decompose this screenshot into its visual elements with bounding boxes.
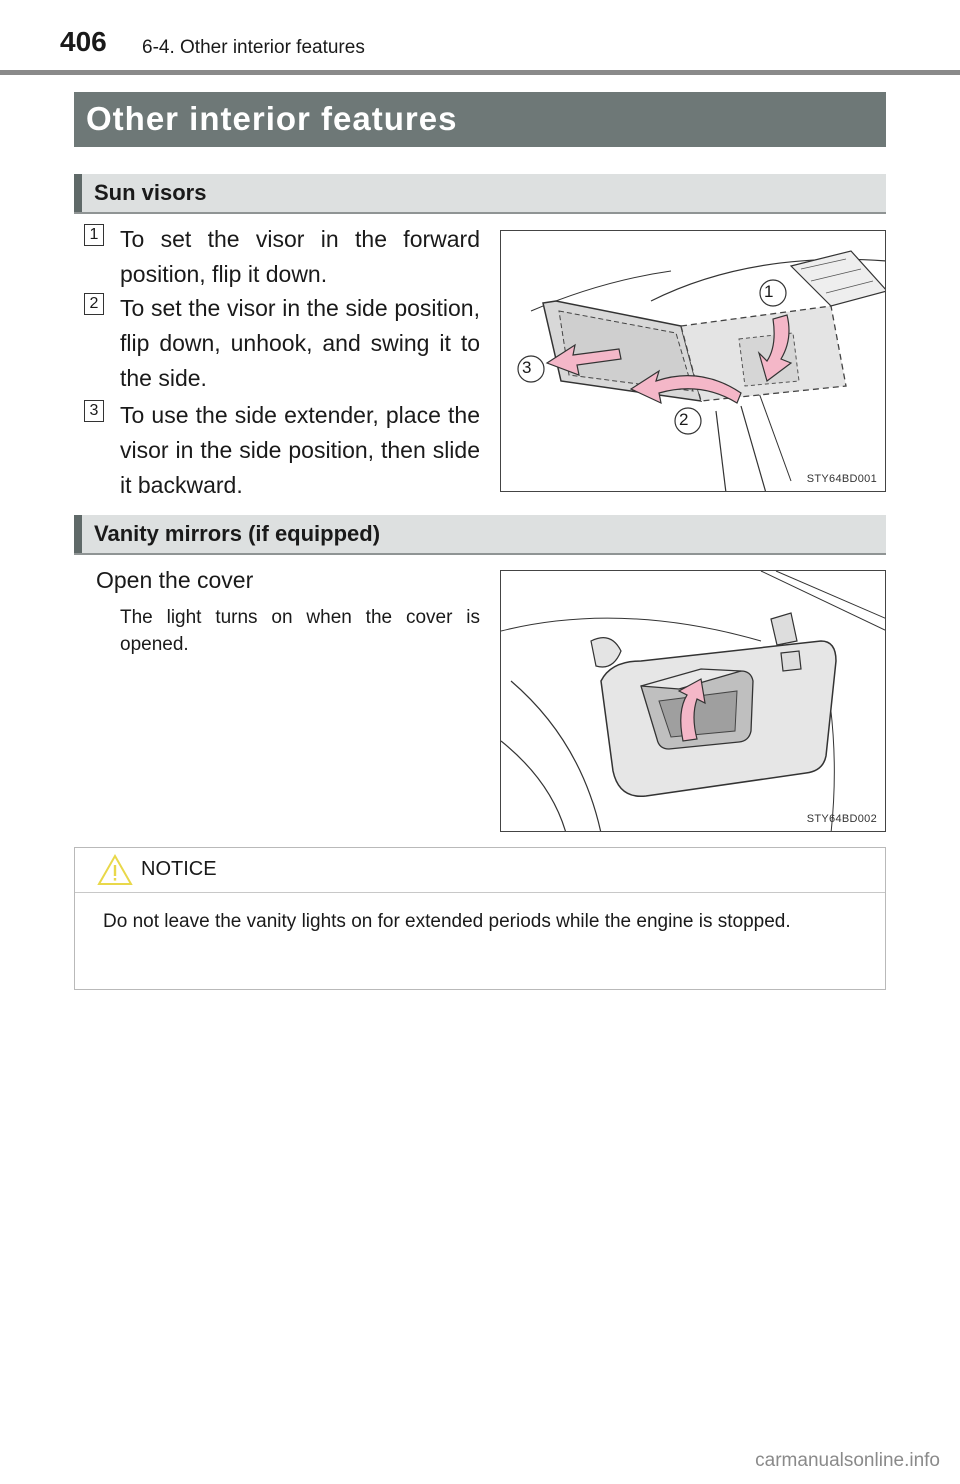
sun-visor-drawing: [501, 231, 886, 492]
vanity-mirror-illustration: [500, 570, 886, 832]
sun-visor-illustration: [500, 230, 886, 492]
section-heading-label: Sun visors: [94, 180, 207, 205]
page-title: Other interior features: [86, 100, 458, 137]
step-number: 3: [84, 400, 104, 422]
callout-1: 1: [764, 282, 774, 301]
step-item: [84, 291, 480, 396]
running-header: 6-4. Other interior features: [142, 37, 365, 58]
header-rule: [0, 70, 960, 75]
step-text: To set the visor in the forward position, flip it down.: [120, 226, 480, 287]
callout-3: 3: [522, 358, 532, 377]
notice-box: [74, 847, 886, 990]
section-heading-label: Vanity mirrors (if equipped): [94, 521, 381, 546]
callout-2: 2: [679, 410, 689, 429]
notice-text: Do not leave the vanity lights on for extended periods while the engine is stopped.: [103, 911, 791, 932]
section-heading-sun-visors: [74, 174, 886, 214]
vanity-mirror-drawing: [501, 571, 886, 832]
step-item: [84, 222, 480, 292]
step-number: 1: [84, 224, 104, 246]
page-number: 406: [60, 26, 107, 57]
page-title-bar: [74, 92, 886, 147]
notice-label: NOTICE: [141, 858, 217, 880]
note-text: The light turns on when the cover is opened.: [120, 607, 480, 655]
step-text: To use the side extender, place the visor in the side position, then slide it backward.: [120, 402, 480, 498]
section-heading-vanity-mirrors: [74, 515, 886, 555]
instruction-text: Open the cover: [96, 567, 254, 593]
step-text: To set the visor in the side position, flip down, unhook, and swing it to the side.: [120, 295, 480, 391]
step-number: 2: [84, 293, 104, 315]
warning-triangle-icon: [97, 853, 133, 887]
step-item: [84, 398, 480, 503]
notice-header: [75, 848, 885, 893]
figure-code: STY64BD002: [806, 813, 877, 825]
figure-code: STY64BD001: [806, 473, 877, 485]
watermark: carmanualsonline.info: [755, 1450, 940, 1471]
